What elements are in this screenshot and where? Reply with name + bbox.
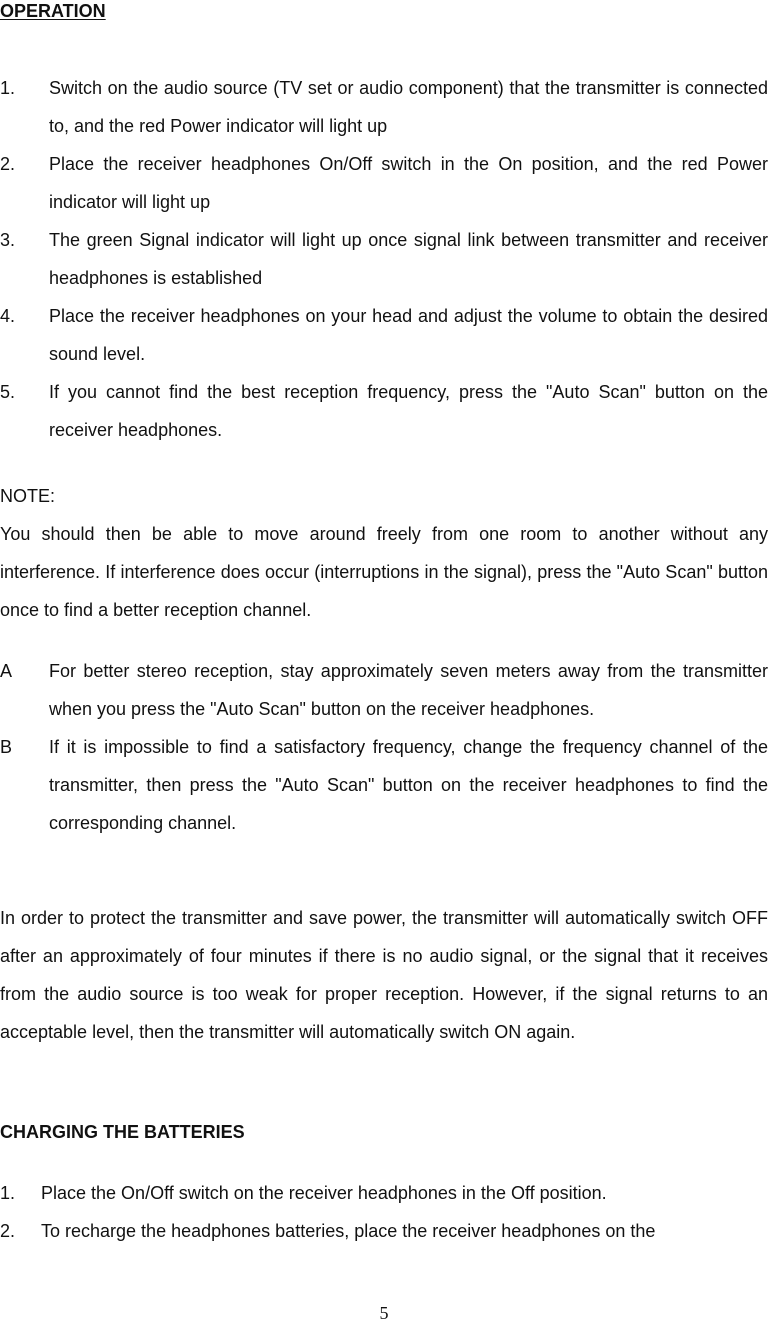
step-number: 5. [0, 382, 16, 402]
step-text: Place the On/Off switch on the receiver headphones in the Off position. [41, 1183, 607, 1203]
tip-letter: A [0, 661, 13, 681]
step-number: 3. [0, 230, 16, 250]
charging-step [0, 1212, 768, 1250]
note-paragraph: You should then be able to move around freely from one room to another without any interference. If interference does occur (interruptions in the signal), press the "Auto Scan" button once to find a better reception channel. [0, 524, 768, 620]
step-text: Place the receiver headphones On/Off switch in the On position, and the red Power indicator will light up [49, 154, 768, 212]
step-number: 4. [0, 306, 16, 326]
reception-tip [0, 728, 768, 842]
reception-tips-list [0, 652, 768, 842]
operation-steps-list [0, 69, 768, 449]
step-number: 1. [0, 1183, 16, 1203]
step-text: Place the receiver headphones on your head and adjust the volume to obtain the desired sound level. [49, 306, 768, 364]
operation-step [0, 69, 768, 145]
charging-step [0, 1174, 768, 1212]
tip-text: For better stereo reception, stay approximately seven meters away from the transmitter when you press the "Auto Scan" button on the receiver headphones. [49, 661, 768, 719]
page-number: 5 [379, 1303, 389, 1323]
step-number: 2. [0, 1221, 16, 1241]
tip-letter: B [0, 737, 13, 757]
tip-text: If it is impossible to find a satisfactory frequency, change the frequency channel of the transmitter, then press the "Auto Scan" button on the receiver headphones to find the corresponding channel. [49, 737, 768, 833]
reception-tip [0, 652, 768, 728]
operation-step [0, 145, 768, 221]
charging-steps-list [0, 1174, 768, 1250]
step-text: Switch on the audio source (TV set or audio component) that the transmitter is connected to, and the red Power indicator will light up [49, 78, 768, 136]
operation-step [0, 373, 768, 449]
operation-step [0, 297, 768, 373]
step-text: If you cannot find the best reception frequency, press the "Auto Scan" button on the receiver headphones. [49, 382, 768, 440]
step-text: The green Signal indicator will light up once signal link between transmitter and receiver headphones is established [49, 230, 768, 288]
operation-heading: OPERATION [0, 1, 106, 21]
step-text: To recharge the headphones batteries, place the receiver headphones on the [41, 1221, 656, 1241]
operation-step [0, 221, 768, 297]
step-number: 2. [0, 154, 16, 174]
step-number: 1. [0, 78, 16, 98]
charging-heading: CHARGING THE BATTERIES [0, 1122, 245, 1142]
note-label: NOTE: [0, 486, 56, 506]
auto-off-paragraph: In order to protect the transmitter and save power, the transmitter will automatically switch OFF after an approximately of four minutes if there is no audio signal, or the signal that it receives from the audio source is too weak for proper reception. However, if the signal returns to an acceptable level, then the transmitter will automatically switch ON again. [0, 908, 768, 1042]
